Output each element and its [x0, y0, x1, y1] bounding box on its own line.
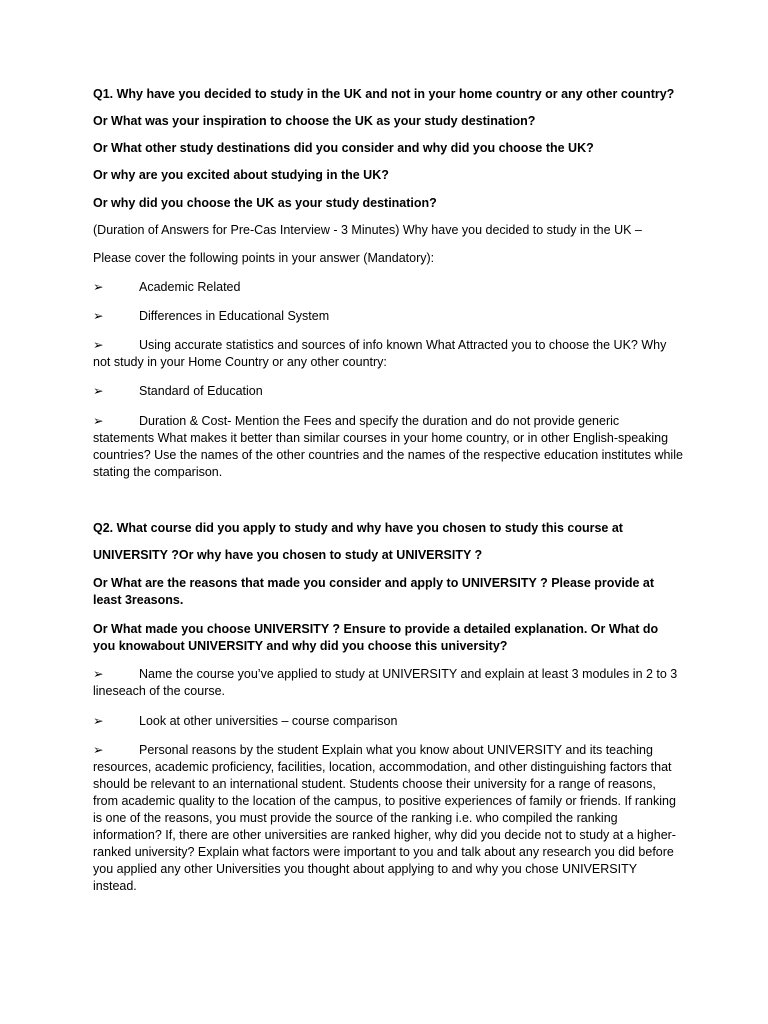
bullet-text: Look at other universities – course comparison	[139, 714, 398, 728]
bullet-text: Standard of Education	[139, 384, 263, 398]
q1-alt-question: Or why are you excited about studying in the UK?	[93, 168, 389, 182]
bullet-text: Academic Related	[139, 280, 241, 294]
q2-bullet-item	[93, 713, 683, 730]
q1-alt-question: Or What other study destinations did you consider and why did you choose the UK?	[93, 141, 594, 155]
q1-instruction: Please cover the following points in your answer (Mandatory):	[93, 251, 435, 265]
q1-alt-question: Or What was your inspiration to choose the UK as your study destination?	[93, 114, 536, 128]
q1-bullet-item	[93, 413, 683, 481]
q2-bullet-item	[93, 666, 683, 700]
bullet-arrow-icon: ➢	[93, 714, 104, 728]
bullet-arrow-icon: ➢	[93, 667, 104, 681]
bullet-arrow-icon: ➢	[93, 743, 104, 757]
q1-alt-question: Or why did you choose the UK as your study destination?	[93, 196, 437, 210]
q1-bullet-item	[93, 337, 683, 371]
bullet-text: Duration & Cost- Mention the Fees and specify the duration and do not provide generic statements What makes it better than similar courses in your home country, or in other English-speaking countries? Use the names of the other countries and the names of the respective education institutes while stating the comparison.	[93, 414, 683, 479]
q2-heading: Q2. What course did you apply to study and why have you chosen to study this course at	[93, 521, 623, 535]
bullet-arrow-icon: ➢	[93, 280, 104, 294]
q2-alt-question: Or What made you choose UNIVERSITY ? Ensure to provide a detailed explanation. Or What do you knowabout UNIVERSITY and why did you choose this university?	[93, 622, 659, 653]
q2-heading-continued: UNIVERSITY ?Or why have you chosen to study at UNIVERSITY ?	[93, 548, 483, 562]
q1-bullet-item	[93, 279, 683, 296]
bullet-text: Differences in Educational System	[139, 309, 330, 323]
bullet-arrow-icon: ➢	[93, 384, 104, 398]
bullet-text: Personal reasons by the student Explain what you know about UNIVERSITY and its teaching resources, academic proficiency, facilities, location, accommodation, and other distinguishing factors that should be relevant to an international student. Students choose their university for a range of reasons, from academic quality to the location of the campus, to positive experiences of family or friends. If ranking is one of the reasons, you must provide the source of the ranking i.e. who compiled the ranking information? If, there are other universities are ranked higher, why did you decide not to study at a higher-ranked university? Explain what factors were important to you and talk about any research you did before you applied any other Universities you thought about applying to and why you chose UNIVERSITY instead.	[93, 743, 676, 893]
q1-intro: (Duration of Answers for Pre-Cas Interview - 3 Minutes) Why have you decided to study in the UK –	[93, 223, 642, 237]
bullet-arrow-icon: ➢	[93, 338, 104, 352]
bullet-text: Name the course you’ve applied to study at UNIVERSITY and explain at least 3 modules in 2 to 3 lineseach of the course.	[93, 667, 678, 698]
q2-alt-question: Or What are the reasons that made you consider and apply to UNIVERSITY ? Please provide at least 3reasons.	[93, 576, 655, 607]
q2-bullet-item	[93, 742, 683, 895]
bullet-arrow-icon: ➢	[93, 414, 104, 428]
q1-bullet-item	[93, 308, 683, 325]
bullet-text: Using accurate statistics and sources of info known What Attracted you to choose the UK? Why not study in your Home Country or any other country:	[93, 338, 667, 369]
q1-heading: Q1. Why have you decided to study in the UK and not in your home country or any other country?	[93, 87, 675, 101]
bullet-arrow-icon: ➢	[93, 309, 104, 323]
q1-bullet-item	[93, 383, 683, 400]
